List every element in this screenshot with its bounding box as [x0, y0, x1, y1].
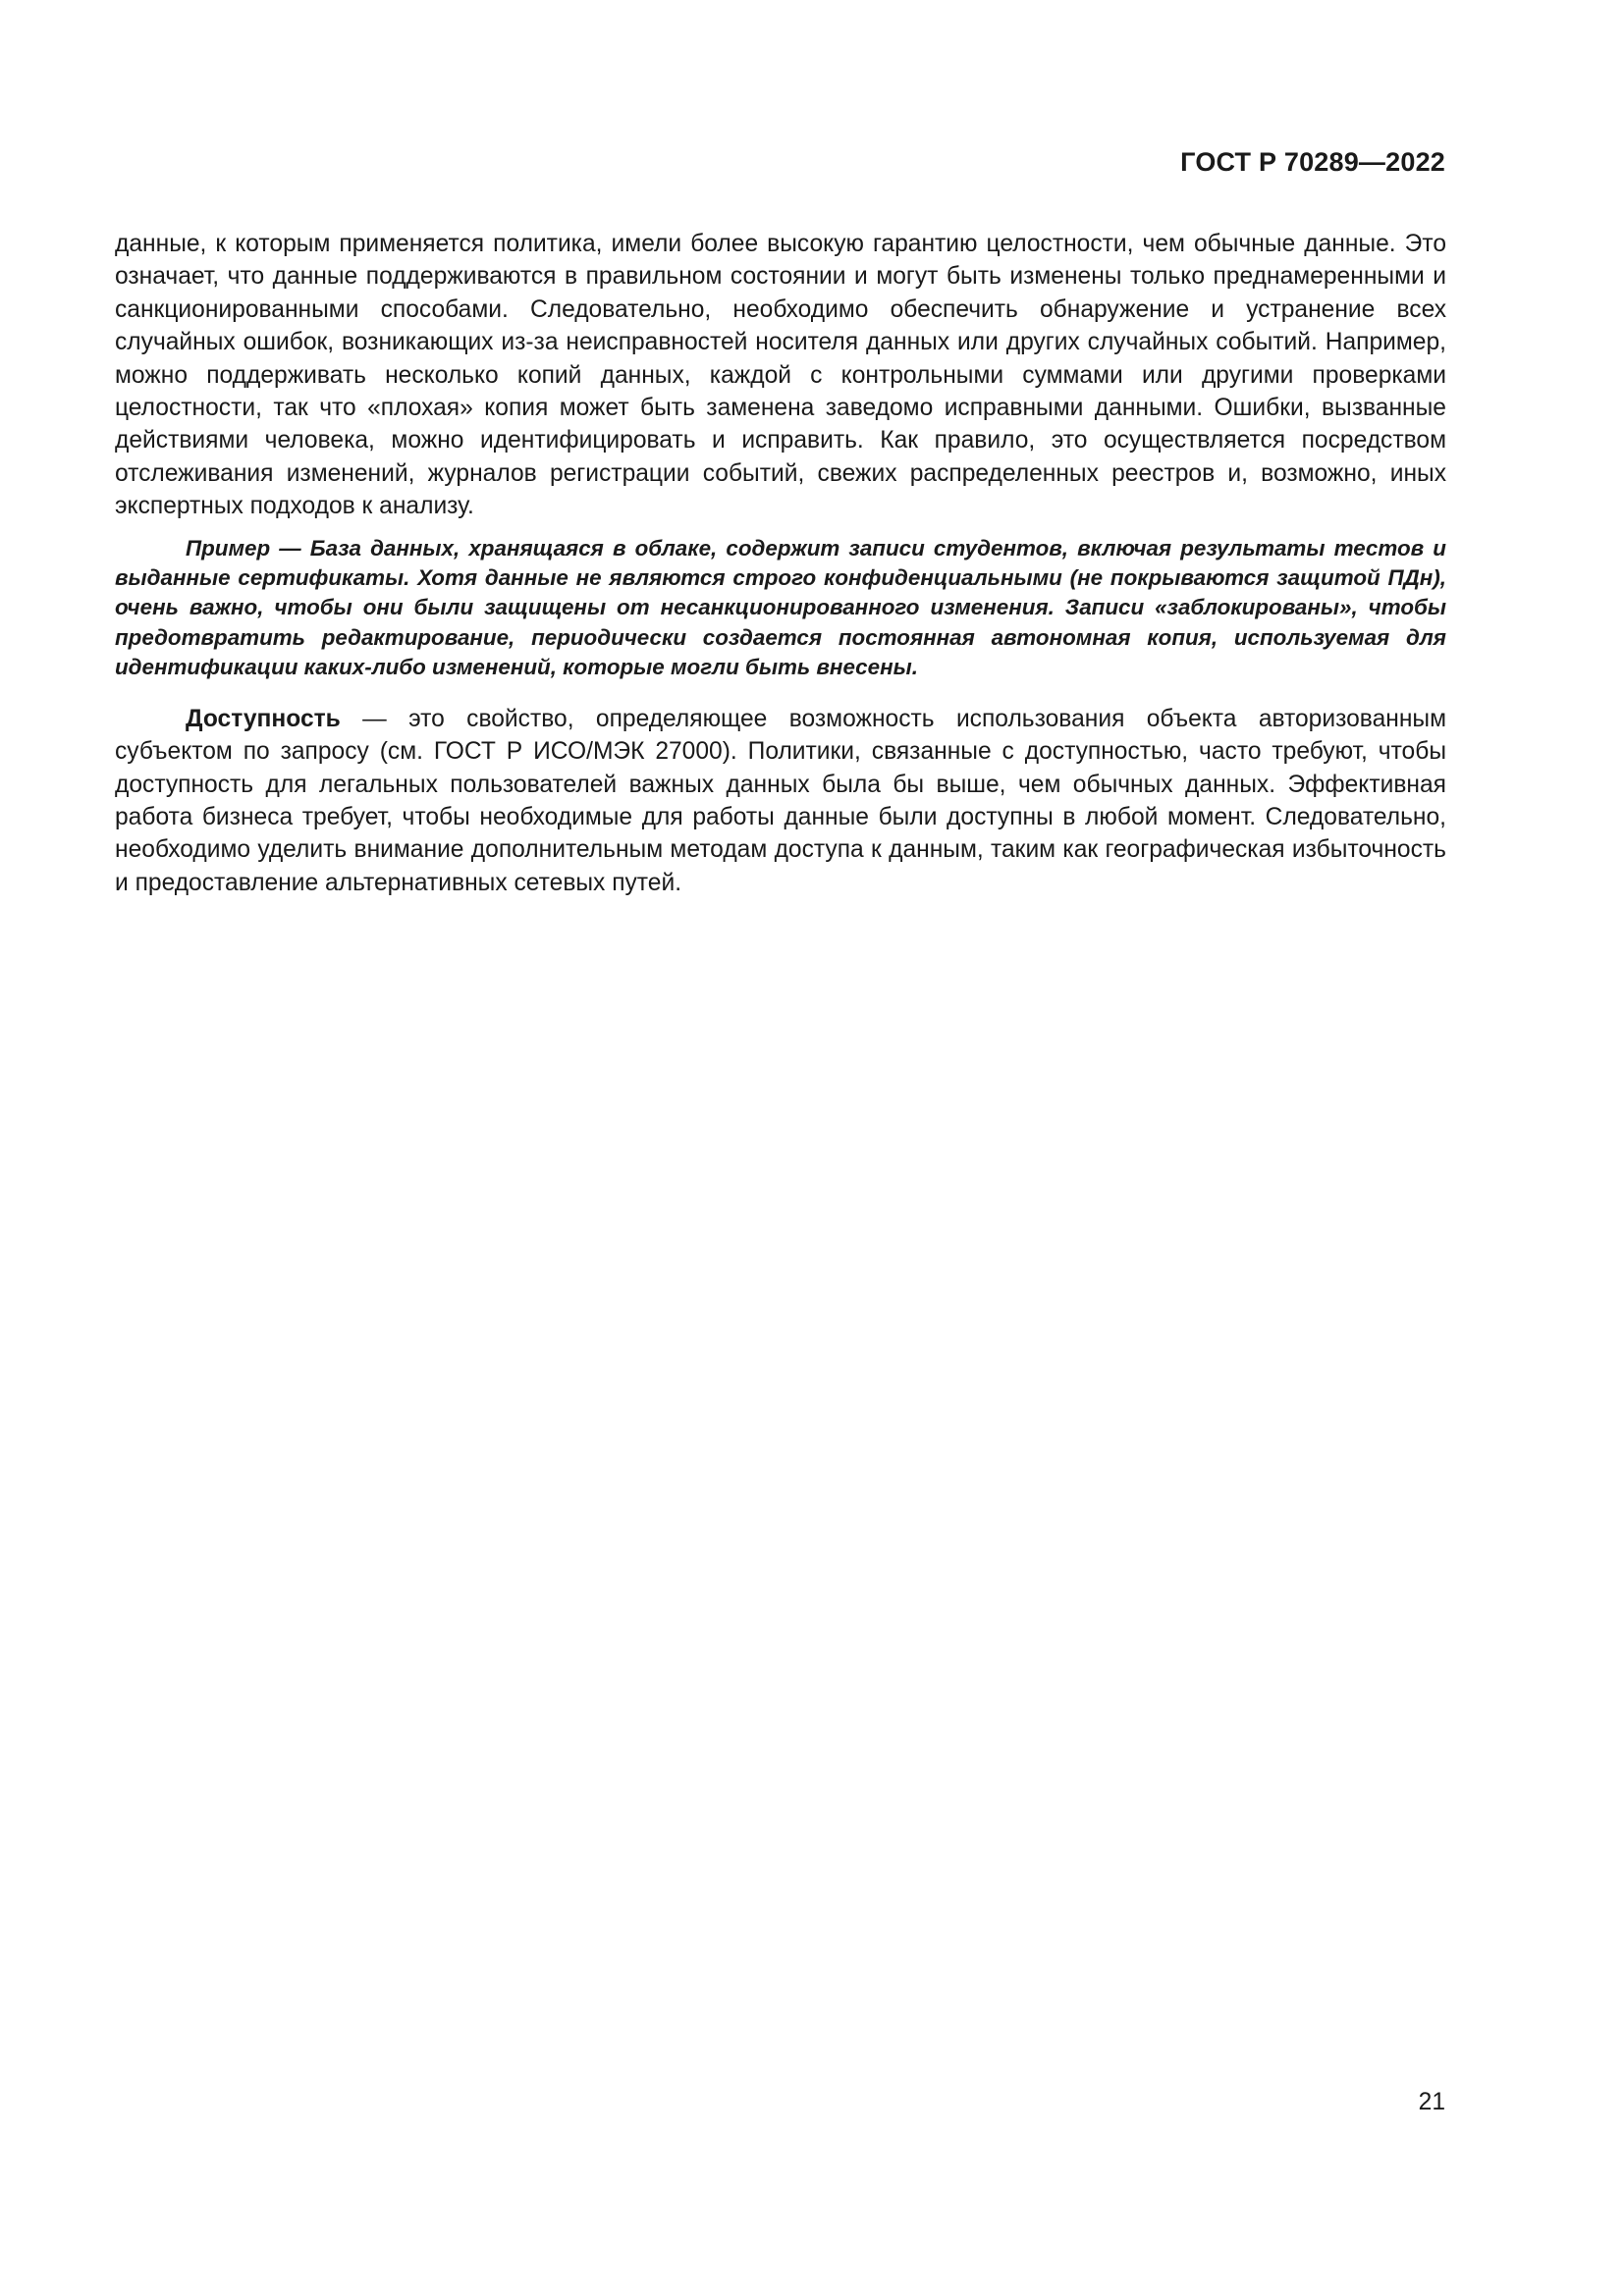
availability-definition: — это свойство, определяющее возможность использования объекта авторизованным субъектом по запросу (см. ГОСТ Р ИСО/МЭК 27000). Политики, связанные с доступностью, часто требуют, чтобы доступность для легальных пользователей важных данных была бы выше, чем обычных данных. Эффективная работа бизнеса требует, чтобы необходимые для работы данные были доступны в любой момент. Следовательно, необходимо уделить внимание дополнительным методам доступа к данным, таким как географическая избыточность и предоставление альтернативных сетевых путей. [115, 705, 1446, 896]
integrity-paragraph: данные, к которым применяется политика, имели более высокую гарантию целостности, чем обычные данные. Это означает, что данные поддерживаются в правильном состоянии и могут быть изменены только преднамеренными и санкционированными способами. Следовательно, необходимо обеспечить обнаружение и устранение всех случайных ошибок, возникающих из-за неисправностей носителя данных или других случайных событий. Например, можно поддерживать несколько копий данных, каждой с контрольными суммами или другими проверками целостности, так что «плохая» копия может быть заменена заведомо исправными данными. Ошибки, вызванные действиями человека, можно идентифицировать и исправить. Как правило, это осуществляется посредством отслеживания изменений, журналов регистрации событий, свежих распределенных реестров и, возможно, иных экспертных подходов к анализу. [115, 231, 1446, 520]
availability-paragraph [115, 703, 1446, 899]
availability-term: Доступность [186, 705, 341, 732]
example-paragraph: Пример — База данных, хранящаяся в облаке, содержит записи студентов, включая результаты тестов и выданные сертификаты. Хотя данные не являются строго конфиденциальными (не покрываются защитой ПДн), очень важно, чтобы они были защищены от несанкционированного изменения. Записи «заблокированы», чтобы предотвратить редактирование, периодически создается постоянная автономная копия, используемая для идентификации каких-либо изменений, которые могли быть внесены. [115, 535, 1446, 680]
document-header-code: ГОСТ Р 70289—2022 [1180, 147, 1445, 177]
page-number: 21 [1418, 2089, 1445, 2115]
page-body [115, 228, 1446, 899]
